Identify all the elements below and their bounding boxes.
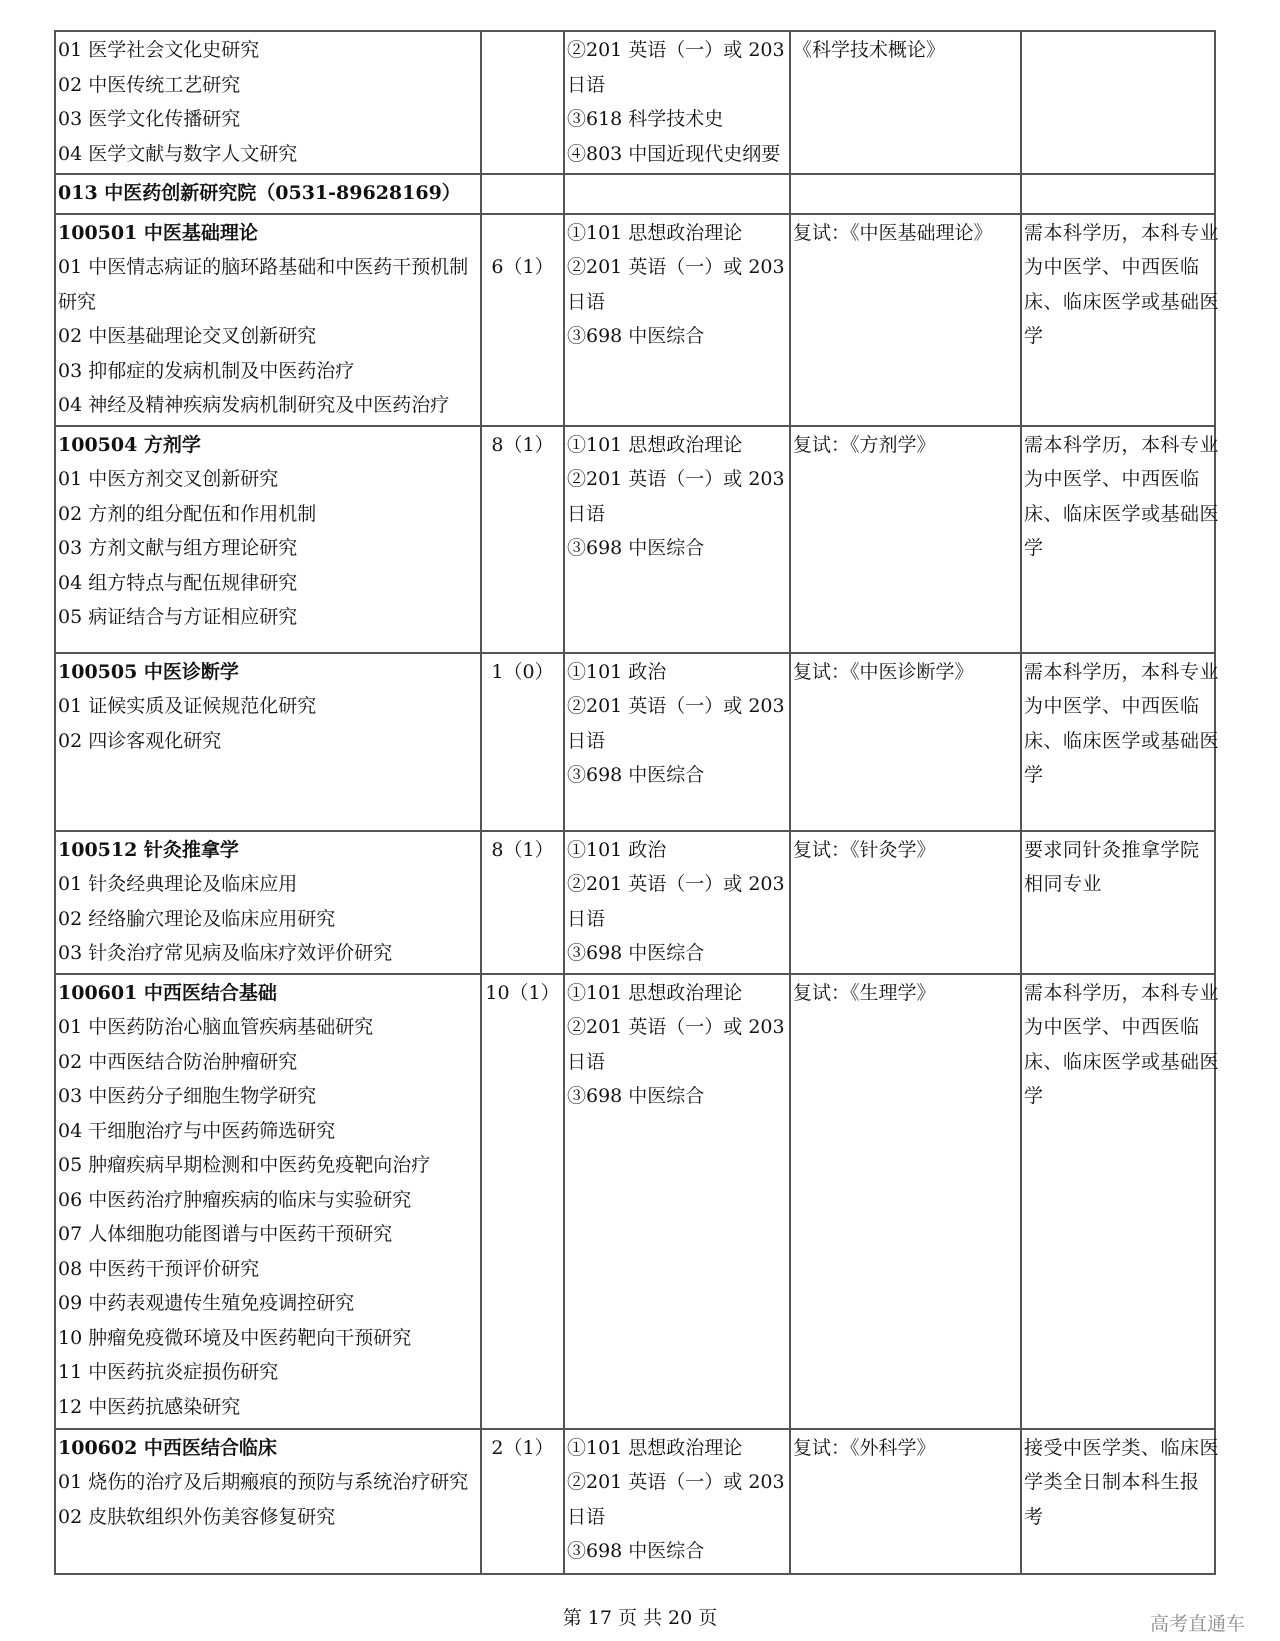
research-direction: 01 医学社会文化史研究 (58, 39, 260, 61)
exam-subject: ③698 中医综合 (567, 942, 705, 964)
exam-subject: ②201 英语（一）或 203 (567, 256, 785, 278)
table-row-continuation (55, 31, 1215, 174)
research-direction: 11 中医药抗炎症损伤研究 (58, 1361, 279, 1383)
exam-subjects-cell (564, 653, 790, 831)
research-direction: 02 皮肤软组织外伤美容修复研究 (58, 1505, 336, 1528)
exam-subjects-cell (564, 974, 790, 1429)
major-title: 100505 中医诊断学 (58, 660, 239, 683)
research-direction: 01 针灸经典理论及临床应用 (58, 873, 298, 895)
exam-subjects-cell (564, 1429, 790, 1574)
major-title: 100504 方剂学 (58, 433, 201, 456)
requirement-line: 为中医学、中西医临 (1024, 695, 1200, 717)
exam-subject: 日语 (567, 729, 606, 752)
exam-subject: 日语 (567, 1505, 606, 1528)
empty-cell (564, 174, 790, 214)
major-title: 100501 中医基础理论 (58, 221, 258, 244)
exam-subjects-cell (564, 426, 790, 653)
exam-subject: ①101 思想政治理论 (567, 981, 743, 1004)
table-row-major (55, 1429, 1215, 1574)
exam-subject: ②201 英语（一）或 203 (567, 39, 785, 61)
requirements-cell (1021, 974, 1220, 1429)
enrollment-count: 6（1） (491, 256, 554, 278)
enrollment-count: 8（1） (491, 433, 554, 456)
requirement-line: 考 (1024, 1505, 1044, 1528)
research-direction: 01 中医方剂交叉创新研究 (58, 468, 279, 490)
retest-subject: 《科学技术概论》 (793, 39, 946, 61)
research-direction: 02 中西医结合防治肿瘤研究 (58, 1050, 298, 1073)
exam-subject: ①101 思想政治理论 (567, 221, 743, 244)
enrollment-count: 8（1） (491, 838, 554, 861)
exam-subject: ③698 中医综合 (567, 325, 705, 347)
retest-cell (790, 31, 1021, 174)
research-direction: 10 肿瘤免疫微环境及中医药靶向干预研究 (58, 1326, 412, 1349)
exam-subject: ③698 中医综合 (567, 537, 705, 559)
research-direction: 02 中医传统工艺研究 (58, 73, 241, 96)
requirements-cell (1021, 1429, 1220, 1574)
research-direction: 04 组方特点与配伍规律研究 (58, 571, 298, 594)
exam-subject: ①101 思想政治理论 (567, 433, 743, 456)
exam-subject: ①101 政治 (567, 838, 667, 861)
requirement-line: 床、临床医学或基础医 (1024, 502, 1220, 525)
enrollment-count-cell (481, 831, 564, 974)
enrollment-count: 2（1） (491, 1436, 554, 1459)
requirement-line: 需本科学历，本科专业 (1024, 433, 1220, 456)
exam-subject: ②201 英语（一）或 203 (567, 1471, 785, 1493)
research-direction: 04 干细胞治疗与中医药筛选研究 (58, 1119, 336, 1142)
admissions-table (54, 30, 1220, 1575)
retest-subject: 复试：《中医诊断学》 (793, 660, 974, 683)
requirements-cell (1021, 31, 1215, 174)
watermark: 高考直通车 (1150, 1613, 1246, 1635)
research-direction: 12 中医药抗感染研究 (58, 1395, 241, 1418)
enrollment-count-cell (481, 653, 564, 831)
research-direction: 03 中医药分子细胞生物学研究 (58, 1085, 317, 1107)
research-direction: 09 中药表观遗传生殖免疫调控研究 (58, 1292, 355, 1314)
retest-cell (790, 653, 1021, 831)
table-row-department (55, 174, 1215, 214)
exam-subject: ④803 中国近现代史纲要 (567, 142, 781, 165)
research-direction: 01 烧伤的治疗及后期瘢痕的预防与系统治疗研究 (58, 1471, 469, 1493)
exam-subject: 日语 (567, 907, 606, 930)
research-direction: 03 医学文化传播研究 (58, 108, 241, 130)
admissions-table-wrapper (54, 30, 1220, 1575)
requirement-line: 需本科学历，本科专业 (1024, 660, 1220, 683)
requirement-line: 为中医学、中西医临 (1024, 468, 1200, 490)
major-title: 100602 中西医结合临床 (58, 1436, 277, 1459)
research-direction: 01 证候实质及证候规范化研究 (58, 695, 317, 717)
direction-cell (55, 831, 481, 974)
research-direction: 08 中医药干预评价研究 (58, 1257, 260, 1280)
exam-subject: ②201 英语（一）或 203 (567, 468, 785, 490)
major-title: 100512 针灸推拿学 (58, 838, 239, 861)
research-direction: 04 医学文献与数字人文研究 (58, 142, 298, 165)
research-direction: 05 肿瘤疾病早期检测和中医药免疫靶向治疗 (58, 1154, 431, 1176)
exam-subject: 日语 (567, 1050, 606, 1073)
requirement-line: 接受中医学类、临床医 (1024, 1436, 1220, 1459)
research-direction: 05 病证结合与方证相应研究 (58, 606, 298, 628)
exam-subject: 日语 (567, 290, 606, 313)
exam-subject: ③618 科学技术史 (567, 108, 724, 130)
research-direction: 02 经络腧穴理论及临床应用研究 (58, 907, 336, 930)
enrollment-count-cell (481, 31, 564, 174)
exam-subjects-cell (564, 214, 790, 426)
requirement-line: 床、临床医学或基础医 (1024, 729, 1220, 752)
direction-cell (55, 653, 481, 831)
enrollment-count: 10（1） (485, 981, 560, 1004)
enrollment-count: 1（0） (491, 660, 554, 683)
requirement-line: 床、临床医学或基础医 (1024, 290, 1220, 313)
retest-cell (790, 974, 1021, 1429)
research-direction: 02 方剂的组分配伍和作用机制 (58, 502, 317, 525)
direction-cell (55, 1429, 481, 1574)
direction-cell (55, 426, 481, 653)
department-title: 013 中医药创新研究院（0531-89628169） (55, 174, 481, 214)
retest-cell (790, 831, 1021, 974)
requirement-line: 学 (1024, 325, 1044, 347)
retest-cell (790, 1429, 1021, 1574)
exam-subjects-cell (564, 31, 790, 174)
retest-cell (790, 426, 1021, 653)
retest-cell (790, 214, 1021, 426)
research-direction: 04 神经及精神疾病发病机制研究及中医药治疗 (58, 394, 450, 416)
table-row-major (55, 974, 1215, 1429)
direction-cell (55, 31, 481, 174)
requirement-line: 学 (1024, 537, 1044, 559)
exam-subject: ①101 政治 (567, 660, 667, 683)
requirement-line: 学 (1024, 1085, 1044, 1107)
requirement-line: 相同专业 (1024, 873, 1103, 895)
exam-subject: 日语 (567, 73, 606, 96)
research-direction: 02 四诊客观化研究 (58, 729, 222, 752)
research-direction: 07 人体细胞功能图谱与中医药干预研究 (58, 1223, 393, 1245)
requirements-cell (1021, 214, 1220, 426)
requirements-cell (1021, 426, 1220, 653)
exam-subject: ③698 中医综合 (567, 1540, 705, 1562)
exam-subject: 日语 (567, 502, 606, 525)
table-row-major (55, 653, 1215, 831)
exam-subject: ②201 英语（一）或 203 (567, 873, 785, 895)
empty-cell (481, 174, 564, 214)
table-row-major (55, 214, 1215, 426)
requirement-line: 学 (1024, 764, 1044, 786)
research-direction: 03 方剂文献与组方理论研究 (58, 537, 298, 559)
requirement-line: 学类全日制本科生报 (1024, 1471, 1200, 1493)
research-direction: 01 中医药防治心脑血管疾病基础研究 (58, 1016, 374, 1038)
requirement-line: 为中医学、中西医临 (1024, 256, 1200, 278)
direction-cell (55, 974, 481, 1429)
requirement-line: 为中医学、中西医临 (1024, 1016, 1200, 1038)
exam-subject: ③698 中医综合 (567, 1085, 705, 1107)
retest-subject: 复试：《外科学》 (793, 1436, 936, 1459)
requirement-line: 需本科学历，本科专业 (1024, 221, 1220, 244)
research-direction: 03 针灸治疗常见病及临床疗效评价研究 (58, 942, 393, 964)
research-direction: 06 中医药治疗肿瘤疾病的临床与实验研究 (58, 1188, 412, 1211)
enrollment-count-cell (481, 426, 564, 653)
retest-subject: 复试：《针灸学》 (793, 838, 936, 861)
exam-subjects-cell (564, 831, 790, 974)
empty-cell (1021, 174, 1215, 214)
requirement-line: 要求同针灸推拿学院 (1024, 838, 1200, 861)
research-direction: 02 中医基础理论交叉创新研究 (58, 325, 317, 347)
table-row-major (55, 426, 1215, 653)
retest-subject: 复试：《中医基础理论》 (793, 221, 993, 244)
research-direction: 03 抑郁症的发病机制及中医药治疗 (58, 359, 355, 382)
exam-subject: ③698 中医综合 (567, 764, 705, 786)
requirements-cell (1021, 653, 1220, 831)
retest-subject: 复试：《生理学》 (793, 981, 936, 1004)
table-row-major (55, 831, 1215, 974)
enrollment-count-cell (481, 974, 564, 1429)
exam-subject: ①101 思想政治理论 (567, 1436, 743, 1459)
research-direction: 01 中医情志病证的脑环路基础和中医药干预机制研究 (58, 256, 469, 313)
enrollment-count-cell (481, 214, 564, 426)
enrollment-count-cell (481, 1429, 564, 1574)
requirement-line: 需本科学历，本科专业 (1024, 981, 1220, 1004)
page-footer: 第 17 页 共 20 页 (562, 1607, 718, 1629)
exam-subject: ②201 英语（一）或 203 (567, 695, 785, 717)
direction-cell (55, 214, 481, 426)
requirements-cell (1021, 831, 1215, 974)
exam-subject: ②201 英语（一）或 203 (567, 1016, 785, 1038)
empty-cell (790, 174, 1021, 214)
major-title: 100601 中西医结合基础 (58, 981, 277, 1004)
requirement-line: 床、临床医学或基础医 (1024, 1050, 1220, 1073)
retest-subject: 复试：《方剂学》 (793, 433, 936, 456)
